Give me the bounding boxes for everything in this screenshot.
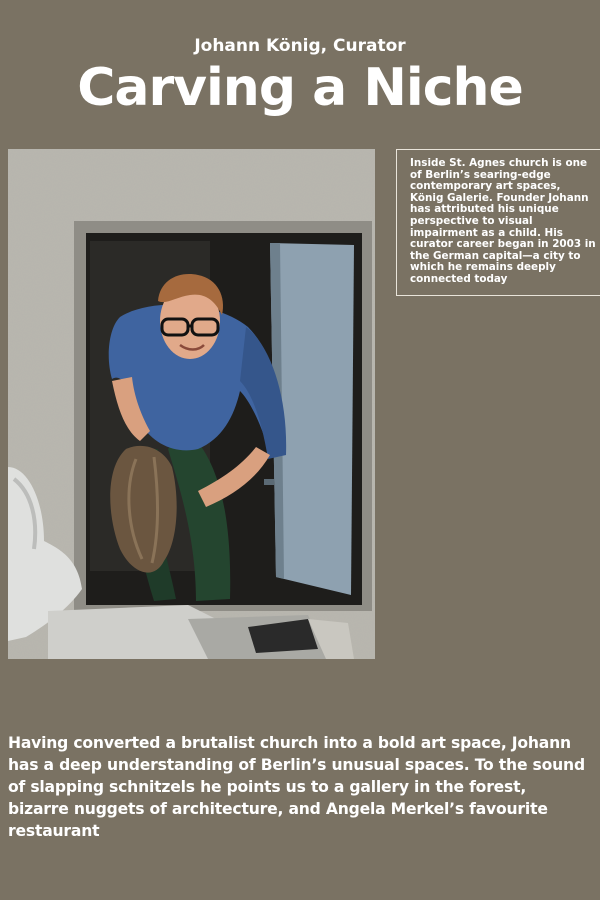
photo-caption: Inside St. Agnes church is one of Berlin’s searing-edge contemporary art spaces, König Galerie. Founder Johann has attributed his unique perspective to visual impairment as a child. His curator career began in 2003 in the German capital—a city to which he remains deeply connected today	[396, 149, 600, 296]
article-kicker: Johann König, Curator	[194, 36, 406, 56]
article-lede: Having converted a brutalist church into a bold art space, Johann has a deep understanding of Berlin’s unusual spaces. To the sound of slapping schnitzels he points us to a gallery in the forest, bizarre nuggets of architecture, and Angela Merkel’s favourite restaurant	[8, 734, 585, 840]
article-headline: Carving a Niche	[77, 58, 523, 118]
man-emerging-from-hatch-photo	[8, 149, 375, 659]
